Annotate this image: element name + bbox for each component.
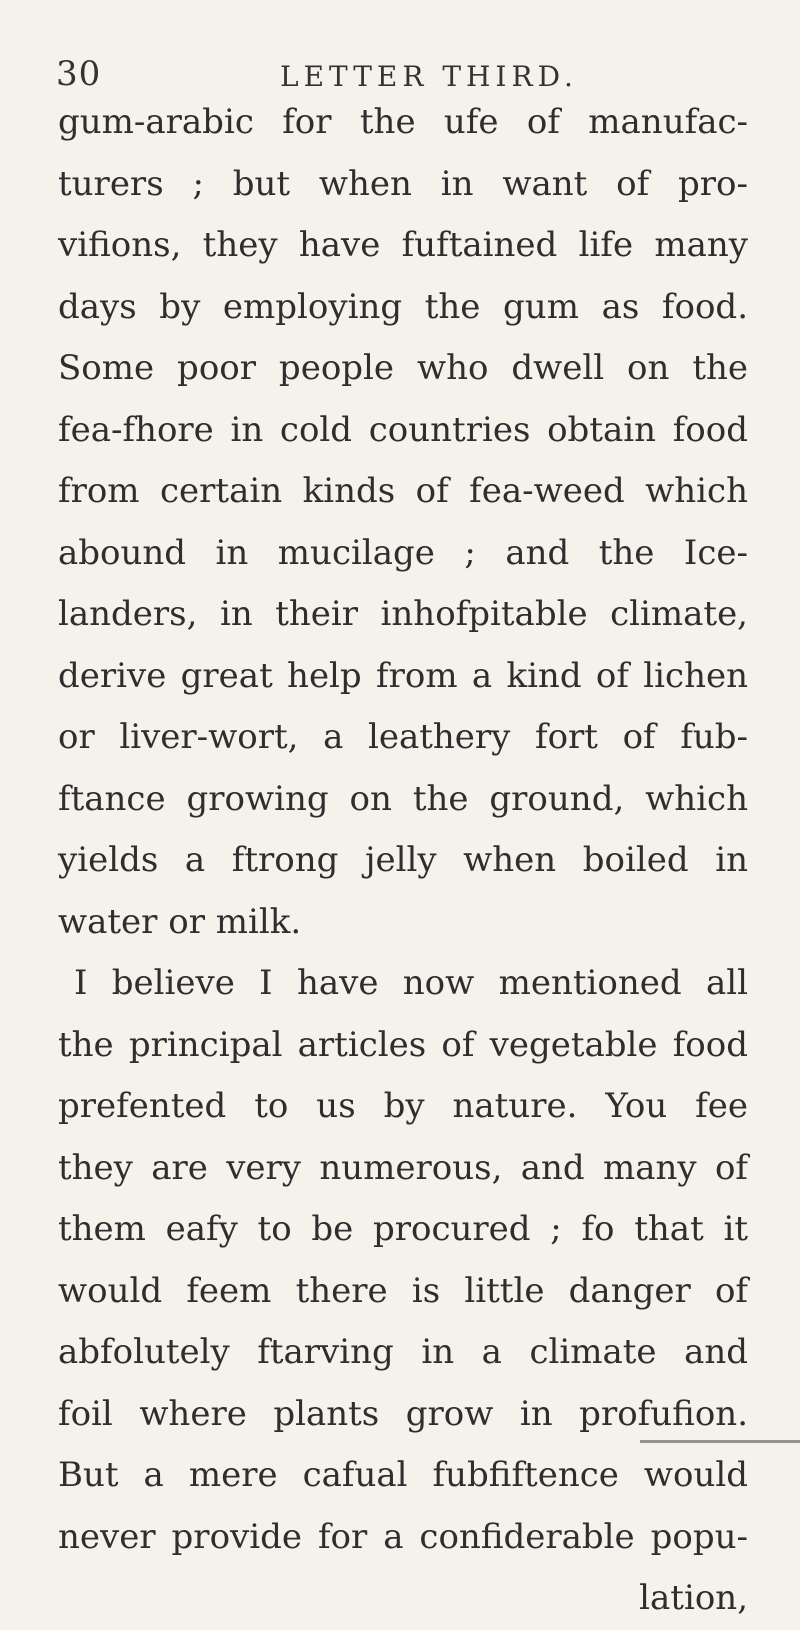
text-line: abfolutely ftarving in a climate and bbox=[58, 1332, 748, 1372]
text-line: landers, in their inhofpitable climate, bbox=[58, 594, 748, 634]
text-line: abound in mucilage ; and the Ice- bbox=[58, 532, 748, 573]
text-line: days by employing the gum as food. bbox=[58, 286, 748, 327]
text-line: yields a ftrong jelly when boiled in bbox=[58, 840, 748, 880]
text-line: never provide for a confiderable popu- bbox=[58, 1516, 748, 1557]
page-number: 30 bbox=[56, 54, 102, 94]
text-line: fea-fhore in cold countries obtain food bbox=[58, 409, 748, 450]
text-line: they are very numerous, and many of bbox=[58, 1147, 748, 1188]
text-line: But a mere cafual fubfiftence would bbox=[58, 1455, 748, 1495]
text-line: turers ; but when in want of pro- bbox=[58, 163, 748, 204]
running-head: LETTER THIRD. bbox=[280, 60, 578, 93]
text-line: water or milk. bbox=[58, 901, 302, 942]
text-line: gum-arabic for the ufe of manufac- bbox=[58, 102, 748, 142]
page-edge-rule bbox=[640, 1440, 800, 1443]
text-line: would feem there is little danger of bbox=[58, 1270, 748, 1311]
text-line: the principal articles of vegetable food bbox=[58, 1024, 748, 1065]
text-line: from certain kinds of fea-weed which bbox=[58, 471, 748, 511]
body-text bbox=[58, 92, 748, 1630]
text-line: I believe I have now mentioned all bbox=[74, 963, 748, 1003]
page-header bbox=[50, 48, 750, 98]
text-line: prefented to us by nature. You fee bbox=[58, 1086, 748, 1126]
text-line: derive great help from a kind of lichen bbox=[58, 655, 748, 696]
text-line: vifions, they have fuftained life many bbox=[58, 225, 748, 265]
text-line: lation, bbox=[639, 1578, 748, 1618]
text-line: foil where plants grow in profufion. bbox=[58, 1393, 748, 1434]
text-line: Some poor people who dwell on the bbox=[58, 348, 748, 388]
text-line: or liver-wort, a leathery fort of fub- bbox=[58, 717, 748, 757]
text-line: them eafy to be procured ; fo that it bbox=[58, 1209, 748, 1249]
text-line: ftance growing on the ground, which bbox=[58, 778, 748, 819]
